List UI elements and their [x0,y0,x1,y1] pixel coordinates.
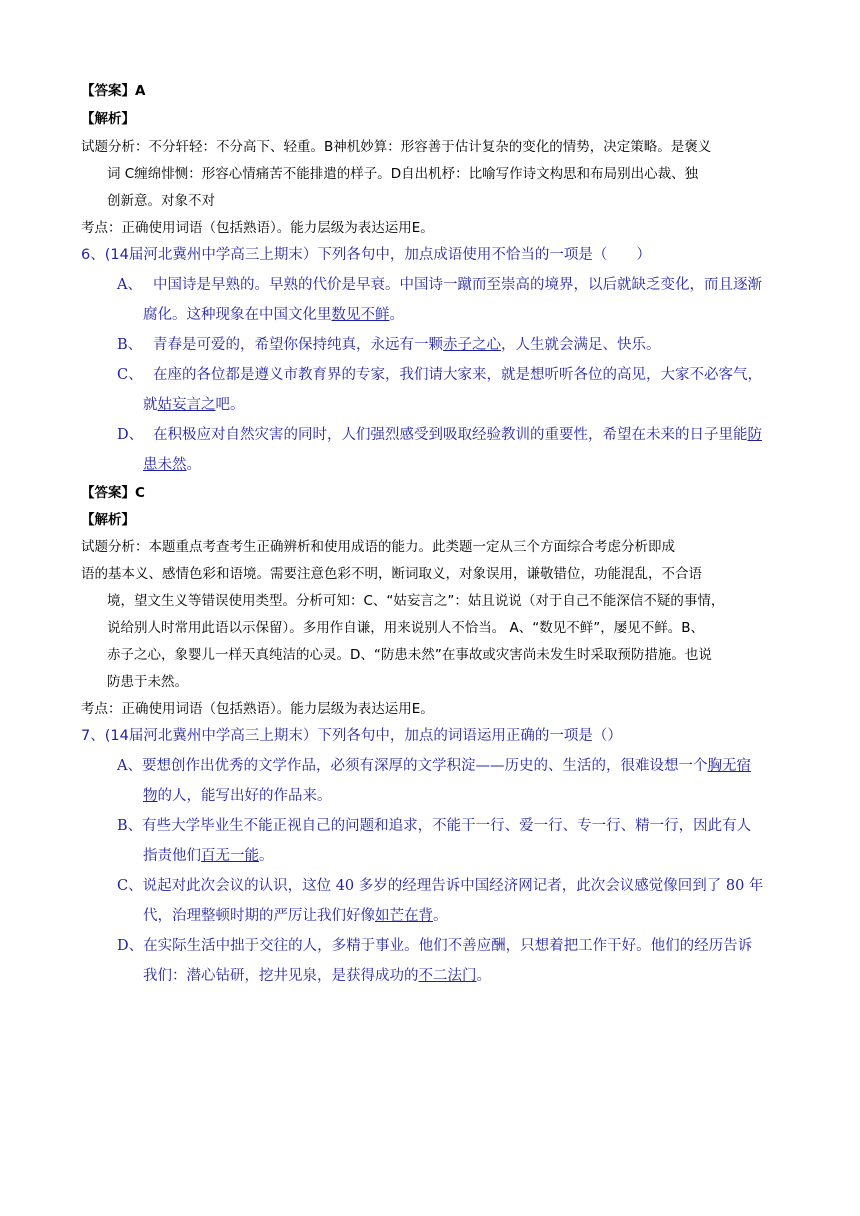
analysis-label: 【解析】 [81,512,135,528]
highlighted-idiom: 数见不鲜 [331,307,390,323]
highlighted-idiom: 赤子之心 [443,337,501,353]
option-c: C、 在座的各位都是遵义市教育界的专家，我们请大家来，就是想听听各位的高见，大家不必客气， [117,363,762,384]
analysis-line: 说给别人时常用此语以示保留）。多用作自谦，用来说别人不恰当。 A、“数见不鲜”，屡见不鲜。B、 [107,620,705,636]
highlighted-idiom: 物 [143,788,158,804]
highlighted-idiom: 患未然 [143,457,187,473]
option-a: A、要想创作出优秀的文学作品，必须有深厚的文学积淀——历史的、生活的，很难设想一个胸无宿 [117,758,751,774]
answer-line: 【答案】A [81,83,146,99]
exam-point: 考点：正确使用词语（包括熟语）。能力层级为表达运用E。 [81,701,434,717]
analysis-line: 试题分析：不分轩轻：不分高下、轻重。B神机妙算：形容善于估计复杂的变化的情势，决定策略。是褒义 [81,139,712,155]
option-b-cont: 指责他们百无一能。 [143,848,274,864]
option-label: C、 [117,367,143,383]
highlighted-idiom: 百无一能 [201,848,259,864]
answer-line: 【答案】C [81,485,145,501]
option-a-cont: 腐化。这种现象在中国文化里数见不鲜。 [143,307,404,323]
option-b: B、 青春是可爱的，希望你保持纯真，永远有一颗赤子之心，人生就会满足、快乐。 [117,333,661,354]
option-b: B、有些大学毕业生不能正视自己的问题和追求，不能干一行、爱一行、专一行、精一行，因此有人 [117,818,752,834]
highlighted-idiom: 不二法门 [418,968,477,984]
question-stem: 7、(14届河北冀州中学高三上期末）下列各句中，加点的词语运用正确的一项是（） [81,728,622,744]
analysis-line: 语的基本义、感情色彩和语境。需要注意色彩不明，断词取义，对象误用，谦敬错位，功能混乱，不合语 [81,566,702,582]
highlighted-idiom: 如芒在背 [375,908,433,924]
exam-point: 考点：正确使用词语（包括熟语）。能力层级为表达运用E。 [81,220,434,236]
option-d-cont: 我们：潜心钻研，挖井见泉，是获得成功的不二法门。 [143,968,491,984]
option-a: A、 中国诗是早熟的。早熟的代价是早衰。中国诗一蹴而至崇高的境界，以后就缺乏变化，而且逐渐 [117,273,762,294]
analysis-line: 创新意。对象不对 [107,193,215,209]
option-d-cont: 患未然。 [143,457,201,473]
analysis-line: 境，望文生义等错误使用类型。分析可知：C、“姑妄言之”：姑且说说（对于自己不能深信不疑的事情， [107,593,725,609]
analysis-label: 【解析】 [81,111,135,127]
highlighted-idiom: 防 [747,427,762,443]
option-label: D、 [117,427,144,443]
option-label: B、 [117,337,143,353]
option-a-cont: 物的人，能写出好的作品来。 [143,788,332,804]
analysis-line: 试题分析：本题重点考查考生正确辨析和使用成语的能力。此类题一定从三个方面综合考虑分析即成 [81,539,675,555]
analysis-line: 词 C缠绵悱恻：形容心情痛苦不能排遣的样子。D自出机杼：比喻写作诗文构思和布局别出心裁、独 [107,166,699,182]
option-c: C、说起对此次会议的认识，这位 40 多岁的经理告诉中国经济网记者，此次会议感觉像回到了 80 年 [117,878,764,894]
option-d: D、 在积极应对自然灾害的同时，人们强烈感受到吸取经验教训的重要性，希望在未来的日子里能防 [117,423,762,444]
option-c-cont: 就姑妄言之吧。 [143,397,245,413]
question-stem: 6、(14届河北冀州中学高三上期末）下列各句中，加点成语使用不恰当的一项是（ ） [81,247,651,263]
analysis-line: 防患于未然。 [107,674,188,690]
option-label: A、 [117,277,142,293]
analysis-line: 赤子之心，象婴儿一样天真纯洁的心灵。D、“防患未然”在事故或灾害尚未发生时采取预防措施。也说 [107,647,712,663]
highlighted-idiom: 姑妄言之 [157,397,216,413]
option-c-cont: 代，治理整顿时期的严厉让我们好像如芒在背。 [143,908,448,924]
option-d: D、在实际生活中拙于交往的人，多精于事业。他们不善应酬，只想着把工作干好。他们的经历告诉 [117,938,753,954]
highlighted-idiom: 胸无宿 [707,758,751,774]
